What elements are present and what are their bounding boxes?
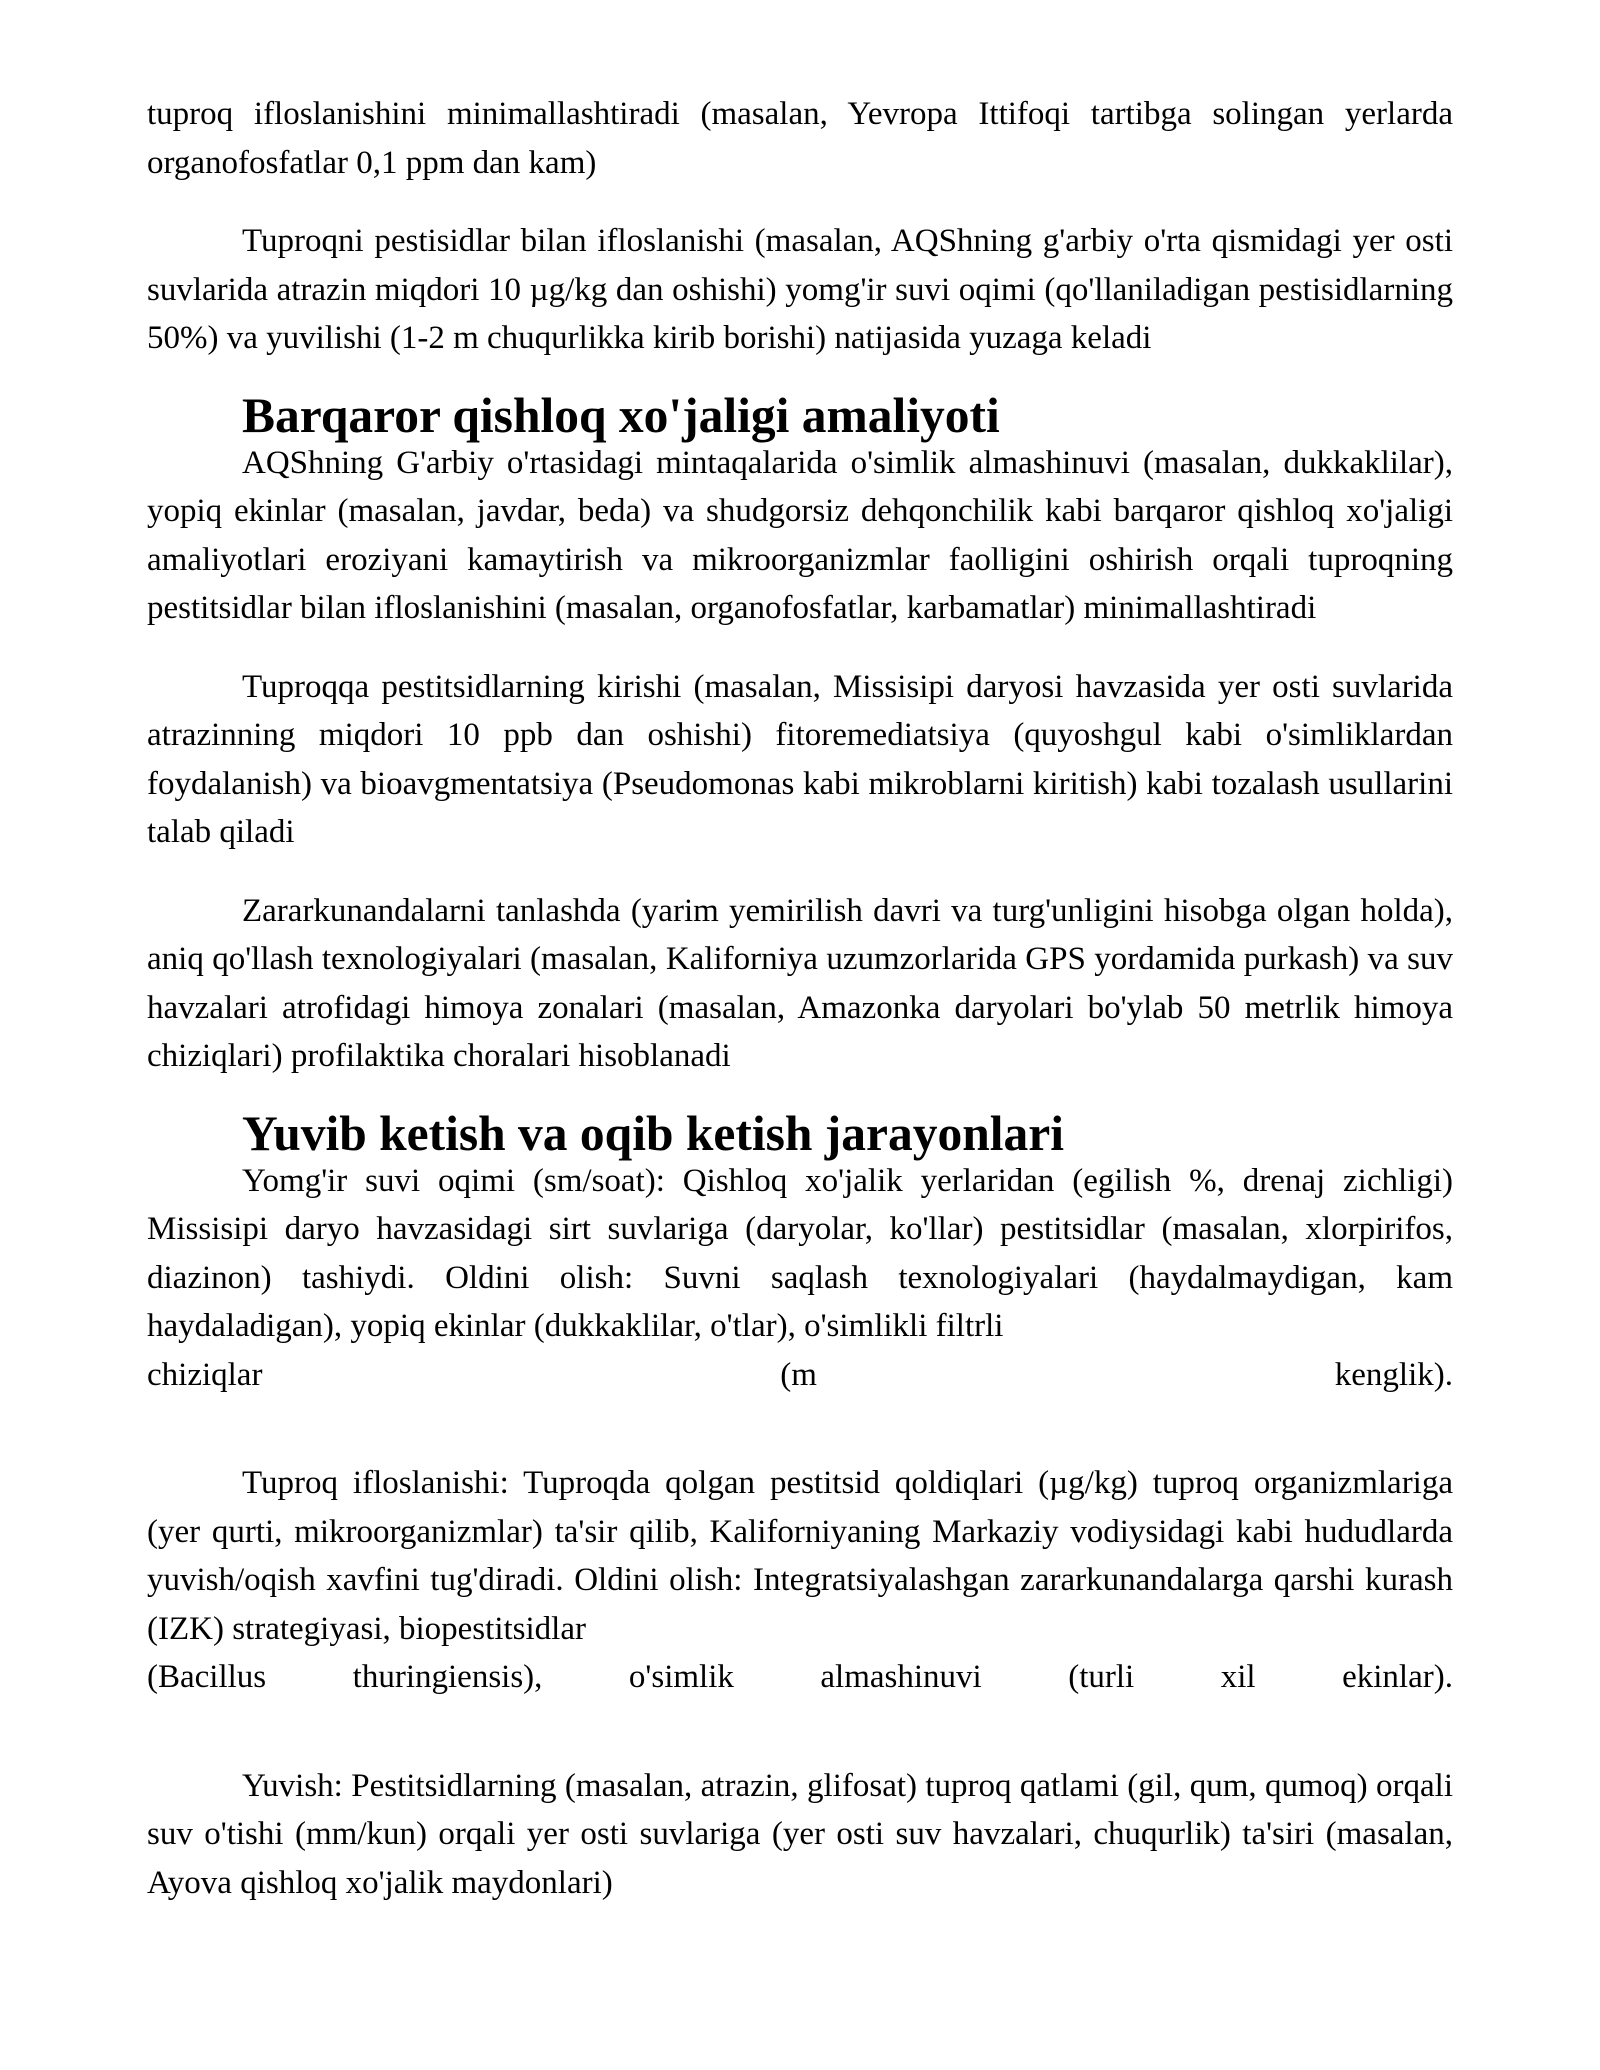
section-heading-sustainable-agriculture: Barqaror qishloq xo'jaligi amaliyoti — [242, 387, 1000, 443]
soil-word: o'simlik — [628, 1659, 734, 1695]
runoff-word: (m — [780, 1356, 817, 1393]
soil-word: xil — [1220, 1659, 1256, 1695]
runoff-word: kenglik). — [1334, 1356, 1453, 1393]
paragraph-runoff: Yomg'ir suvi oqimi (sm/soat): Qishloq xo'jalik yerlaridan (egilish %, drenaj zichligi) Missisipi daryo havzasidagi sirt suvlariga (daryolar, ko'llar) pestitsidlar (masalan, xlorpirifos, diazinon) tashiydi. Oldini olish: Suvni saqlash texnologiyalari (haydalmaydigan, kam haydaladigan), yopiq ekinlar (dukkaklilar, o'tlar), o'simlikli filtrli — [147, 1162, 1453, 1344]
paragraph-soil-contamination: Tuproqni pestisidlar bilan ifloslanishi (masalan, AQShning g'arbiy o'rta qismidagi yer osti suvlarida atrazin miqdori 10 µg/kg dan oshishi) yomg'ir suvi oqimi (qo'llaniladigan pestisidlarning 50%) va yuvilishi (1-2 m chuqurlikka kirib borishi) natijasida yuzaga keladi — [147, 223, 1453, 356]
paragraph-prevention: Zararkunandalarni tanlashda (yarim yemirilish davri va turg'unligini hisobga olgan holda), aniq qo'llash texnologiyalari (masalan, Kaliforniya uzumzorlarida GPS yordamida purkash) va suv havzalari atrofidagi himoya zonalari (masalan, Amazonka daryolari bo'ylab 50 metrlik himoya chiziqlari) profilaktika choralari hisoblanadi — [147, 892, 1453, 1074]
paragraph-soil-pollution: Tuproq ifloslanishi: Tuproqda qolgan pestitsid qoldiqlari (µg/kg) tuproq organizmlariga (yer qurti, mikroorganizmlar) ta'sir qilib, Kaliforniyaning Markaziy vodiysidagi kabi hududlarda yuvish/oqish xavfini tug'diradi. Oldini olish: Integratsiyalashgan zararkunandalarga qarshi kurash (IZK) strategiyasi, biopestitsidlar — [147, 1465, 1453, 1647]
paragraph-leaching: Yuvish: Pestitsidlarning (masalan, atrazin, glifosat) tuproq qatlami (gil, qum, qumoq) orqali suv o'tishi (mm/kun) orqali yer osti suvlariga (yer osti suv havzalari, chuqurlik) ta'siri (masalan, Ayova qishloq xo'jalik maydonlari) — [147, 1767, 1453, 1901]
runoff-word: chiziqlar — [147, 1356, 263, 1393]
soil-word: almashinuvi — [820, 1659, 982, 1695]
soil-word: (Bacillus — [147, 1659, 267, 1695]
soil-word: (turli — [1068, 1659, 1135, 1695]
soil-word: thuringiensis), — [352, 1659, 543, 1695]
paragraph-soil-pollution-last-line — [147, 1653, 1453, 1702]
paragraph-sustainable-practices: AQShning G'arbiy o'rtasidagi mintaqalarida o'simlik almashinuvi (masalan, dukkaklilar), yopiq ekinlar (masalan, javdar, beda) va shudgorsiz dehqonchilik kabi barqaror qishloq xo'jaligi amaliyotlari eroziyani kamaytirish va mikroorganizmlar faolligini oshirish orqali tuproqning pestitsidlar bilan ifloslanishini (masalan, organofosfatlar, karbamatlar) minimallashtiradi — [147, 444, 1453, 626]
paragraph-continuation: tuproq ifloslanishini minimallashtiradi (masalan, Yevropa Ittifoqi tartibga solingan yerlarda organofosfatlar 0,1 ppm dan kam) — [147, 96, 1453, 181]
document-page — [147, 90, 1453, 1907]
section-heading-leaching-runoff: Yuvib ketish va oqib ketish jarayonlari — [242, 1105, 1064, 1161]
soil-word: ekinlar). — [1342, 1659, 1453, 1695]
paragraph-remediation: Tuproqqa pestitsidlarning kirishi (masalan, Missisipi daryosi havzasida yer osti suvlarida atrazinning miqdori 10 ppb dan oshishi) fitoremediatsiya (quyoshgul kabi o'simliklardan foydalanish) va bioavgmentatsiya (Pseudomonas kabi mikroblarni kiritish) kabi tozalash usullarini talab qiladi — [147, 668, 1453, 850]
paragraph-runoff-last-line — [147, 1351, 1453, 1400]
